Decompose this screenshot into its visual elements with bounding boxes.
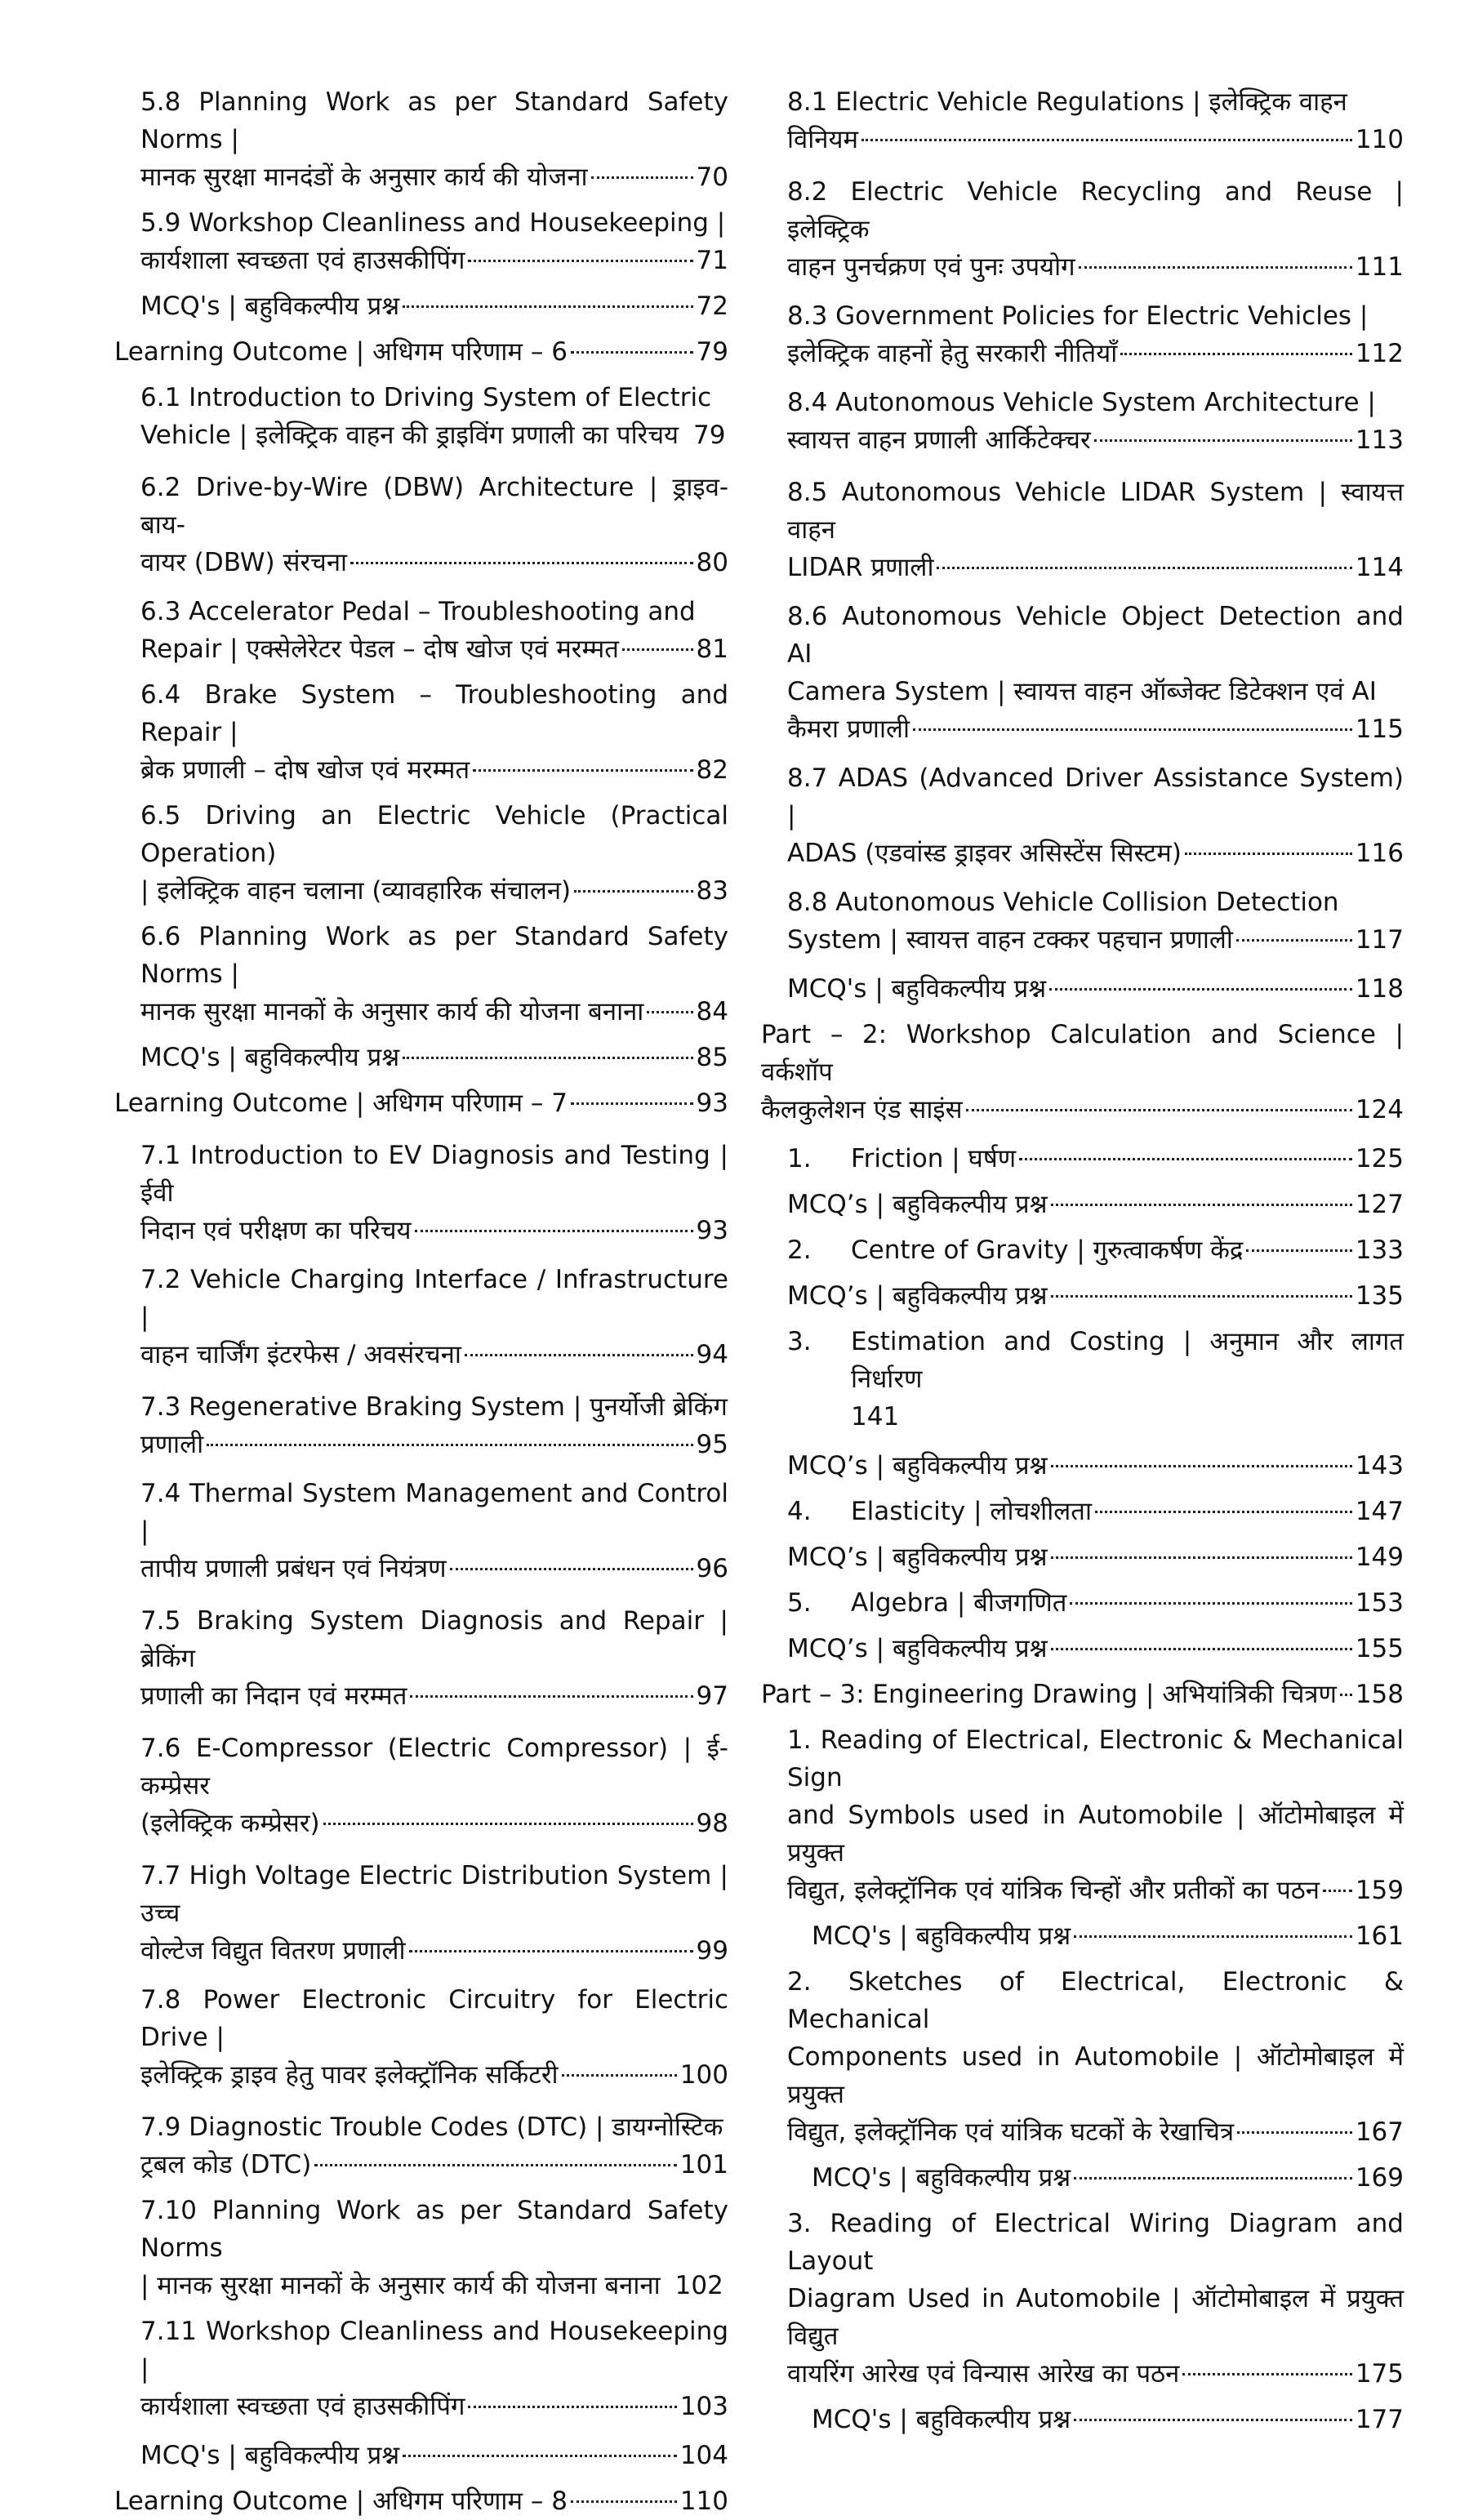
toc-page-number: 95 [696,1430,728,1459]
toc-entry-title: 141 [851,1402,900,1431]
dot-leader [1182,2373,1351,2375]
toc-entry[interactable] [140,2313,728,2425]
toc-entry[interactable] [787,384,1404,459]
toc-entry-title-line: 7.3 Regenerative Braking System | पुनर्योजी ब्रेकिंग [140,1392,728,1422]
dot-leader [403,1057,692,1059]
toc-page-number: 115 [1355,715,1404,744]
toc-page-number: 111 [1355,252,1404,282]
dot-leader [1120,353,1352,355]
toc-entry[interactable] [787,970,1404,1008]
toc-entry-title: Algebra | बीजगणित [851,1588,1067,1618]
toc-entry-title-line: 6.4 Brake System – Troubleshooting and Repair | [140,680,728,747]
toc-entry-title: MCQ's | बहुविकल्पीय प्रश्न [812,1921,1071,1951]
toc-entry-title: Part – 3: Engineering Drawing | अभियांत्रिकी चित्रण [761,1680,1337,1709]
toc-entry-title: Centre of Gravity | गुरुत्वाकर्षण केंद्र [851,1236,1244,1265]
toc-page-number: 98 [696,1809,728,1838]
toc-entry-title: इलेक्ट्रिक ड्राइव हेतु पावर इलेक्ट्रॉनिक सर्किटरी [140,2060,559,2090]
toc-entry-title: MCQ’s | बहुविकल्पीय प्रश्न [787,1451,1048,1480]
toc-entry[interactable] [787,474,1404,586]
toc-page-number: 158 [1355,1680,1404,1709]
dot-leader [913,728,1352,731]
dot-leader [1049,988,1352,991]
toc-entry-title: वोल्टेज विद्युत वितरण प्रणाली [140,1936,406,1966]
toc-page-number: 114 [1355,553,1404,582]
toc-page-number: 100 [679,2060,728,2090]
toc-entry[interactable] [787,1447,1404,1485]
toc-entry[interactable] [140,676,728,789]
toc-entry[interactable] [114,2482,728,2520]
dot-leader [1094,439,1352,442]
toc-entry[interactable] [787,2205,1404,2393]
toc-entry[interactable] [140,918,728,1031]
toc-entry-title-line: 8.3 Government Policies for Electric Vehicles | [787,301,1369,331]
dot-leader [966,1109,1352,1111]
toc-entry[interactable] [114,1084,728,1122]
toc-page-number: 71 [696,246,728,275]
toc-entry-title: वाहन पुनर्चक्रण एवं पुनः उपयोग [787,252,1075,282]
toc-entry-title-line: 7.10 Planning Work as per Standard Safety Norms [140,2196,728,2263]
toc-entry[interactable] [787,83,1404,158]
toc-entry[interactable] [787,1186,1404,1223]
dot-leader [473,769,692,772]
toc-page-number: 85 [696,1043,728,1072]
dot-leader [1079,266,1352,269]
toc-entry[interactable] [140,204,728,279]
toc-page-number: 96 [696,1554,728,1583]
toc-entry-title-line: 6.2 Drive-by-Wire (DBW) Architecture | ड्राइव-बाय- [140,473,728,540]
toc-entry-number: 1. [787,1144,812,1173]
toc-entry-title-line: 7.1 Introduction to EV Diagnosis and Testing | ईवी [140,1141,728,1208]
toc-entry-title: निदान एवं परीक्षण का परिचय [140,1216,412,1245]
toc-page-number: 101 [679,2150,728,2179]
toc-page-number: 81 [696,634,728,664]
toc-entry[interactable] [787,598,1404,748]
toc-entry-title-line: 8.8 Autonomous Vehicle Collision Detection [787,888,1339,917]
dot-leader [415,1230,693,1232]
toc-entry-title-line: 8.6 Autonomous Vehicle Object Detection and AI [787,602,1404,669]
dot-leader [1051,1465,1352,1467]
toc-entry-title: LIDAR प्रणाली [787,553,934,582]
toc-entry-title: MCQ’s | बहुविकल्पीय प्रश्न [787,1190,1048,1219]
toc-entry-title: Elasticity | लोचशीलता [851,1497,1092,1526]
toc-entry[interactable] [812,2401,1404,2438]
toc-entry[interactable] [787,1277,1404,1315]
toc-entry[interactable] [140,1039,728,1076]
toc-page-number: 167 [1355,2117,1404,2147]
toc-entry-title: प्रणाली का निदान एवं मरम्मत [140,1681,407,1711]
toc-entry[interactable] [140,83,728,196]
toc-page-number: 147 [1355,1497,1404,1526]
toc-entry[interactable] [787,1538,1404,1576]
toc-page-number: 83 [696,876,728,906]
dot-leader [350,562,692,564]
toc-entry-title: MCQ’s | बहुविकल्पीय प्रश्न [787,1634,1048,1663]
dot-leader [468,2406,676,2408]
toc-entry-title: प्रणाली [140,1430,204,1459]
toc-page-number: 79 [693,421,726,450]
toc-page-number: 110 [679,2487,728,2516]
toc-page-number: 143 [1355,1451,1404,1480]
dot-leader [622,648,693,651]
toc-page-number: 135 [1355,1281,1404,1311]
toc-page-number: 159 [1355,1876,1404,1905]
toc-entry-title-line: 8.7 ADAS (Advanced Driver Assistance System) | [787,764,1404,830]
toc-entry[interactable] [140,1261,728,1374]
toc-entry[interactable] [787,1630,1404,1667]
toc-entry-title-line: and Symbols used in Automobile | ऑटोमोबाइल में प्रयुक्त [787,1801,1404,1868]
toc-entry[interactable] [140,1857,728,1970]
toc-entry[interactable] [140,1602,728,1715]
toc-page-number: 80 [696,548,728,577]
toc-page-number: 93 [696,1089,728,1118]
toc-entry-title: वाहन चार्जिंग इंटरफेस / अवसंरचना [140,1340,461,1369]
toc-entry-title-line: 6.1 Introduction to Driving System of Electric [140,383,712,412]
toc-entry-title: कार्यशाला स्वच्छता एवं हाउसकीपिंग [140,246,465,275]
dot-leader [450,1568,693,1570]
toc-entry-title: MCQ's | बहुविकल्पीय प्रश्न [812,2163,1071,2193]
toc-entry-title: MCQ's | बहुविकल्पीय प्रश्न [140,292,400,321]
toc-page-number: 133 [1355,1236,1404,1265]
toc-entry-title-line: Diagram Used in Automobile | ऑटोमोबाइल में प्रयुक्त विद्युत [787,2284,1404,2351]
dot-leader [571,351,693,354]
toc-page-number: 93 [696,1216,728,1245]
dot-leader [1019,1158,1352,1160]
toc-page-number: 94 [696,1340,728,1369]
dot-leader [1051,1556,1352,1559]
toc-entry-title-line: 8.5 Autonomous Vehicle LIDAR System | स्वायत्त वाहन [787,478,1404,545]
toc-entry-title-line: 7.4 Thermal System Management and Control | [140,1479,728,1546]
dot-leader [937,567,1351,569]
toc-page-number: 72 [696,292,728,321]
toc-entry-title-line: 5.9 Workshop Cleanliness and Housekeeping | [140,208,726,238]
toc-entry-title: वायरिंग आरेख एवं विन्यास आरेख का पठन [787,2359,1180,2389]
toc-entry-title: कैमरा प्रणाली [787,715,910,744]
toc-entry-title: वायर (DBW) संरचना [140,548,348,577]
toc-page-number: 82 [696,755,728,785]
dot-leader [207,1444,692,1446]
toc-page-number: 125 [1355,1144,1404,1173]
toc-entry-title: विनियम [787,125,859,154]
toc-entry[interactable] [787,1721,1404,1909]
toc-entry-title: MCQ’s | बहुविकल्पीय प्रश्न [787,1543,1048,1572]
toc-entry-title: | मानक सुरक्षा मानकों के अनुसार कार्य की योजना बनाना [140,2271,661,2300]
toc-entry[interactable] [812,1917,1404,1955]
dot-leader [1095,1511,1352,1513]
toc-entry[interactable] [761,1493,1404,1530]
toc-page-number: 104 [679,2441,728,2470]
toc-entry[interactable] [140,2108,728,2184]
toc-entry-title: System | स्वायत्त वाहन टक्कर पहचान प्रणाली [787,925,1233,955]
toc-entry-title-line: 7.8 Power Electronic Circuitry for Electric Drive | [140,1985,728,2052]
dot-leader [562,2074,677,2077]
toc-page-number: 155 [1355,1634,1404,1663]
toc-entry[interactable] [761,1140,1404,1178]
toc-entry-title-line: 3. Reading of Electrical Wiring Diagram and Layout [787,2209,1404,2276]
dot-leader [465,1354,693,1356]
dot-leader [468,260,692,262]
toc-entry[interactable] [140,797,728,910]
toc-entry[interactable] [140,1730,728,1842]
toc-entry-title: (इलेक्ट्रिक कम्प्रेसर) [140,1809,320,1838]
toc-entry-title-line: 8.2 Electric Vehicle Recycling and Reuse | इलेक्ट्रिक [787,177,1404,244]
toc-entry-title-line: 6.5 Driving an Electric Vehicle (Practical Operation) [140,801,728,868]
toc-entry-title: ADAS (एडवांस्ड ड्राइवर असिस्टेंस सिस्टम) [787,839,1182,868]
dot-leader [1074,2177,1352,2179]
dot-leader [1246,1249,1351,1252]
toc-page-number: 175 [1355,2359,1404,2389]
toc-entry-title: MCQ's | बहुविकल्पीय प्रश्न [140,2441,400,2470]
dot-leader [1070,1602,1351,1605]
toc-column-left [114,83,728,2520]
dot-leader [571,2500,677,2503]
toc-entry-title: | इलेक्ट्रिक वाहन चलाना (व्यावहारिक संचालन) [140,876,572,906]
toc-page-number: 149 [1355,1543,1404,1572]
toc-entry-title: MCQ's | बहुविकल्पीय प्रश्न [812,2405,1071,2434]
dot-leader [403,2455,677,2457]
toc-entry[interactable] [812,2159,1404,2197]
dot-leader [591,176,693,179]
toc-entry-title-line: Components used in Automobile | ऑटोमोबाइल में प्रयुक्त [787,2042,1404,2109]
toc-entry[interactable] [140,1475,728,1587]
toc-entry-title: MCQ’s | बहुविकल्पीय प्रश्न [787,1281,1048,1311]
toc-entry[interactable] [140,379,728,454]
toc-page-number: 84 [696,997,728,1026]
toc-entry[interactable] [140,2437,728,2474]
dot-leader [861,139,1352,141]
toc-page-number: 70 [696,163,728,192]
toc-page-number: 110 [1355,125,1404,154]
toc-entry[interactable] [114,333,728,371]
toc-entry-title: विद्युत, इलेक्ट्रॉनिक एवं यांत्रिक चिन्हों और प्रतीकों का पठन [787,1876,1320,1905]
toc-entry-title-line: 6.3 Accelerator Pedal – Troubleshooting and [140,597,696,626]
toc-entry-title: तापीय प्रणाली प्रबंधन एवं नियंत्रण [140,1554,447,1583]
dot-leader [409,1950,693,1952]
toc-entry-title-line: 8.4 Autonomous Vehicle System Architecture | [787,388,1376,417]
toc-page-number: 102 [674,2271,723,2300]
dot-leader [1323,1890,1352,1892]
toc-entry-number: 5. [787,1588,812,1618]
toc-entry[interactable] [140,593,728,668]
toc-page-number: 79 [696,337,728,367]
toc-column-right [761,83,1404,2438]
dot-leader [1051,1295,1352,1298]
toc-entry-title: स्वायत्त वाहन प्रणाली आर्किटेक्चर [787,425,1091,455]
toc-entry-number: 4. [787,1497,812,1526]
toc-page-number: 113 [1355,425,1404,455]
toc-entry-title: इलेक्ट्रिक वाहनों हेतु सरकारी नीतियाँ [787,339,1118,368]
toc-entry[interactable] [761,1323,1404,1436]
toc-entry-title: विद्युत, इलेक्ट्रॉनिक एवं यांत्रिक घटकों के रेखाचित्र [787,2117,1235,2147]
dot-leader [1237,2131,1352,2134]
toc-page-number: 153 [1355,1588,1404,1618]
toc-entry-title-line: 7.5 Braking System Diagnosis and Repair | ब्रेकिंग [140,1606,728,1673]
toc-entry-title-line: 8.1 Electric Vehicle Regulations | इलेक्ट्रिक वाहन [787,87,1347,117]
toc-page-number: 112 [1355,339,1404,368]
dot-leader [574,890,692,893]
toc-entry-title: Learning Outcome | अधिगम परिणाम – 8 [114,2487,568,2516]
toc-entry-title: मानक सुरक्षा मानदंडों के अनुसार कार्य की योजना [140,163,588,192]
toc-entry-title: मानक सुरक्षा मानकों के अनुसार कार्य की योजना बनाना [140,997,644,1026]
dot-leader [1051,1648,1352,1650]
dot-leader [1185,853,1352,855]
toc-page-number: 127 [1355,1190,1404,1219]
toc-entry[interactable] [140,1388,728,1463]
toc-entry-title-line: 2. Sketches of Electrical, Electronic & Mechanical [787,1967,1404,2034]
dot-leader [403,305,692,308]
toc-entry[interactable] [140,469,728,581]
toc-entry-title-line: Part – 2: Workshop Calculation and Science | वर्कशॉप [761,1020,1404,1087]
dot-leader [1051,1204,1352,1206]
toc-entry[interactable] [761,1584,1404,1622]
toc-entry[interactable] [787,1963,1404,2151]
toc-entry-title: Vehicle | इलेक्ट्रिक वाहन की ड्राइविंग प्रणाली का परिचय [140,421,679,450]
toc-entry-title-line: 7.11 Workshop Cleanliness and Housekeeping | [140,2317,728,2384]
toc-entry-title: MCQ's | बहुविकल्पीय प्रश्न [787,974,1047,1004]
toc-page-number: 161 [1355,1921,1404,1951]
toc-page-number: 97 [696,1681,728,1711]
toc-entry-title-line: 7.2 Vehicle Charging Interface / Infrastructure | [140,1265,728,1332]
toc-entry-title-line: 6.6 Planning Work as per Standard Safety Norms | [140,922,728,989]
dot-leader [314,2164,677,2166]
toc-page-number: 118 [1355,974,1404,1004]
dot-leader [410,1695,692,1698]
toc-entry-title: Repair | एक्सेलेरेटर पेडल – दोष खोज एवं मरम्मत [140,634,619,664]
toc-entry-title: Learning Outcome | अधिगम परिणाम – 7 [114,1089,568,1118]
toc-page-number: 117 [1355,925,1404,955]
toc-entry-title: MCQ's | बहुविकल्पीय प्रश्न [140,1043,400,1072]
toc-entry-title-line: 1. Reading of Electrical, Electronic & Mechanical Sign [787,1725,1404,1792]
toc-entry-title: Learning Outcome | अधिगम परिणाम – 6 [114,337,568,367]
toc-entry-title: कार्यशाला स्वच्छता एवं हाउसकीपिंग [140,2392,465,2421]
toc-entry-title: ट्रबल कोड (DTC) [140,2150,312,2179]
toc-entry[interactable] [761,1016,1404,1129]
toc-entry[interactable] [140,1137,728,1249]
dot-leader [647,1011,692,1013]
toc-page-number: 169 [1355,2163,1404,2193]
toc-page-number: 124 [1355,1095,1404,1124]
toc-page-number: 99 [696,1936,728,1966]
toc-entry-title: Friction | घर्षण [851,1144,1017,1173]
toc-entry[interactable] [761,1676,1404,1713]
toc-entry-title-line: 7.6 E-Compressor (Electric Compressor) | ई-कम्प्रेसर [140,1734,728,1801]
dot-leader [571,1102,693,1105]
dot-leader [1074,1935,1352,1938]
toc-entry[interactable] [140,1981,728,2094]
toc-entry[interactable] [787,173,1404,286]
toc-entry-number: 2. [787,1236,812,1265]
toc-entry[interactable] [761,1231,1404,1269]
toc-entry[interactable] [140,2192,728,2304]
toc-entry-title-line: 5.8 Planning Work as per Standard Safety Norms | [140,87,728,154]
dot-leader [323,1823,693,1825]
toc-page-number: 103 [679,2392,728,2421]
dot-leader [1236,939,1352,942]
dot-leader [1340,1694,1352,1696]
toc-entry[interactable] [787,759,1404,872]
toc-entry-title-line: Camera System | स्वायत्त वाहन ऑब्जेक्ट डिटेक्शन एवं AI [787,677,1377,706]
toc-entry[interactable] [140,287,728,325]
toc-page-number: 177 [1355,2405,1404,2434]
toc-page-number: 116 [1355,839,1404,868]
toc-entry[interactable] [787,297,1404,372]
toc-entry-title: कैलकुलेशन एंड साइंस [761,1095,963,1124]
dot-leader [1074,2419,1352,2421]
toc-entry-number: 3. [787,1327,812,1356]
toc-entry-title-line: 7.7 High Voltage Electric Distribution System | उच्च [140,1861,728,1928]
toc-entry-title-line: 7.9 Diagnostic Trouble Codes (DTC) | डायग्नोस्टिक [140,2113,723,2142]
toc-entry-title: ब्रेक प्रणाली – दोष खोज एवं मरम्मत [140,755,470,785]
toc-entry[interactable] [787,884,1404,959]
toc-entry-title-line: Estimation and Costing | अनुमान और लागत निर्धारण [851,1327,1404,1394]
